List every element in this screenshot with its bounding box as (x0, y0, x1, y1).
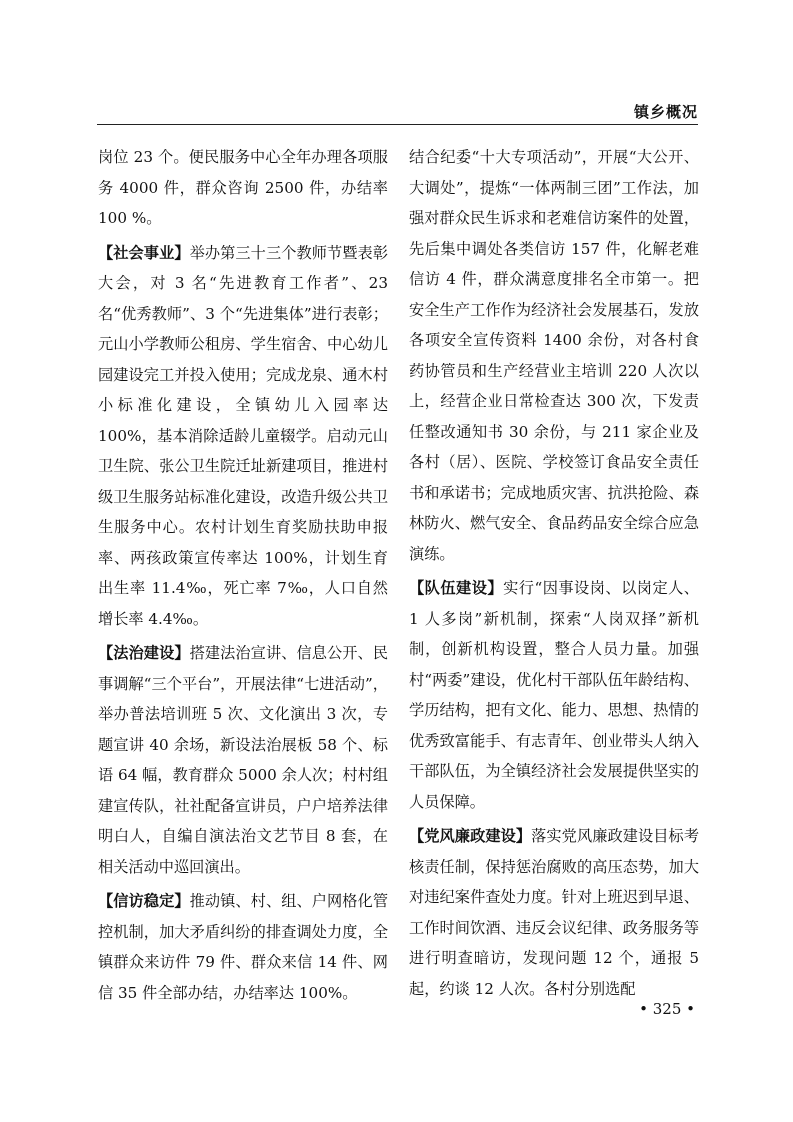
section-heading-social-affairs: 【社会事业】 (98, 243, 190, 262)
section-heading-team-building: 【队伍建设】 (409, 579, 504, 597)
paragraph-text: 结合纪委“十大专项活动”，开展“大公开、大调处”，提炼“一体两制三团”工作法，加强对群众民生诉求和老难信访案件的处置，先后集中调处各类信访 157 件，化解老难信访 4 件，群众满意度排名全市第一。把安全生产工作作为经济社会发展基石，发放各项安全宣传资料 1400 余份，对各村食药协管员和生产经营业主培训 220 人次以上，经营企业日常检查达 300 次，下发责任整改通知书 30 余份，与 211 家企业及各村（居）、医院、学校签订食品安全责任书和承诺书；完成地质灾害、抗洪抢险、森林防火、燃气安全、食品药品安全综合应急演练。 (409, 148, 699, 563)
paragraph-team-building (409, 573, 699, 817)
paragraph-rule-of-law (98, 638, 388, 882)
section-heading-clean-governance: 【党风廉政建设】 (409, 827, 532, 845)
paragraph-petition-stability (98, 886, 388, 1008)
paragraph-text: 落实党风廉政建设目标考核责任制，保持惩治腐败的高压态势，加大对违纪案件查处力度。针对上班迟到早退、工作时间饮酒、违反会议纪律、政务服务等进行明查暗访，发现问题 12 个，通报 5 起，约谈 12 人次。各村分别选配 (409, 827, 700, 998)
paragraph-continuation (409, 142, 699, 569)
right-column (409, 142, 699, 1008)
paragraph-text: 推动镇、村、组、户网格化管控机制，加大矛盾纠纷的排查调处力度，全镇群众来访件 79 件、群众来信 14 件、网信 35 件全部办结，办结率达 100%。 (98, 892, 389, 1002)
paragraph-continuation (98, 142, 388, 234)
section-heading-rule-of-law: 【法治建设】 (98, 644, 190, 662)
paragraph-text: 搭建法治宣讲、信息公开、民事调解“三个平台”，开展法律“七进活动”，举办普法培训班 5 次、文化演出 3 次，专题宣讲 40 余场，新设法治展板 58 个、标语 64 幅，教育群众 5000 余人次；村村组建宣传队，社社配备宣讲员，户户培养法律明白人，自编自演法治文艺节目 8 套，在相关活动中巡回演出。 (98, 644, 389, 876)
section-heading-petition-stability: 【信访稳定】 (98, 892, 190, 910)
paragraph-text: 举办第三十三个教师节暨表彰大会，对 3 名“先进教育工作者”、23 名“优秀教师”、3 个“先进集体”进行表彰；元山小学教师公租房、学生宿舍、中心幼儿园建设完工并投入使用；完成龙泉、通木村小标准化建设，全镇幼儿入园率达 100%，基本消除适龄儿童辍学。启动元山卫生院、张公卫生院迁址新建项目，推进村级卫生服务站标准化建设，改造升级公共卫生服务中心。农村计划生育奖励扶助申报率、两孩政策宣传率达 100%，计划生育出生率 11.4‰，死亡率 7‰，人口自然增长率 4.4‰。 (98, 243, 389, 628)
paragraph-social-affairs (98, 238, 388, 635)
running-head-section-title: 镇乡概况 (633, 103, 698, 121)
page-number: • 325 • (639, 1000, 695, 1018)
paragraph-text: 岗位 23 个。便民服务中心全年办理各项服务 4000 件，群众咨询 2500 件，办结率 100 %。 (98, 148, 388, 227)
left-column (98, 142, 388, 1012)
paragraph-text: 实行“因事设岗、以岗定人、1 人多岗”新机制，探索“人岗双择”新机制，创新机构设置，整合人员力量。加强村“两委”建设，优化村干部队伍年龄结构、学历结构，把有文化、能力、思想、热情的优秀致富能手、有志青年、创业带头人纳入干部队伍，为全镇经济社会发展提供坚实的人员保障。 (409, 579, 699, 811)
header-rule (97, 124, 698, 125)
paragraph-clean-governance (409, 821, 699, 1004)
